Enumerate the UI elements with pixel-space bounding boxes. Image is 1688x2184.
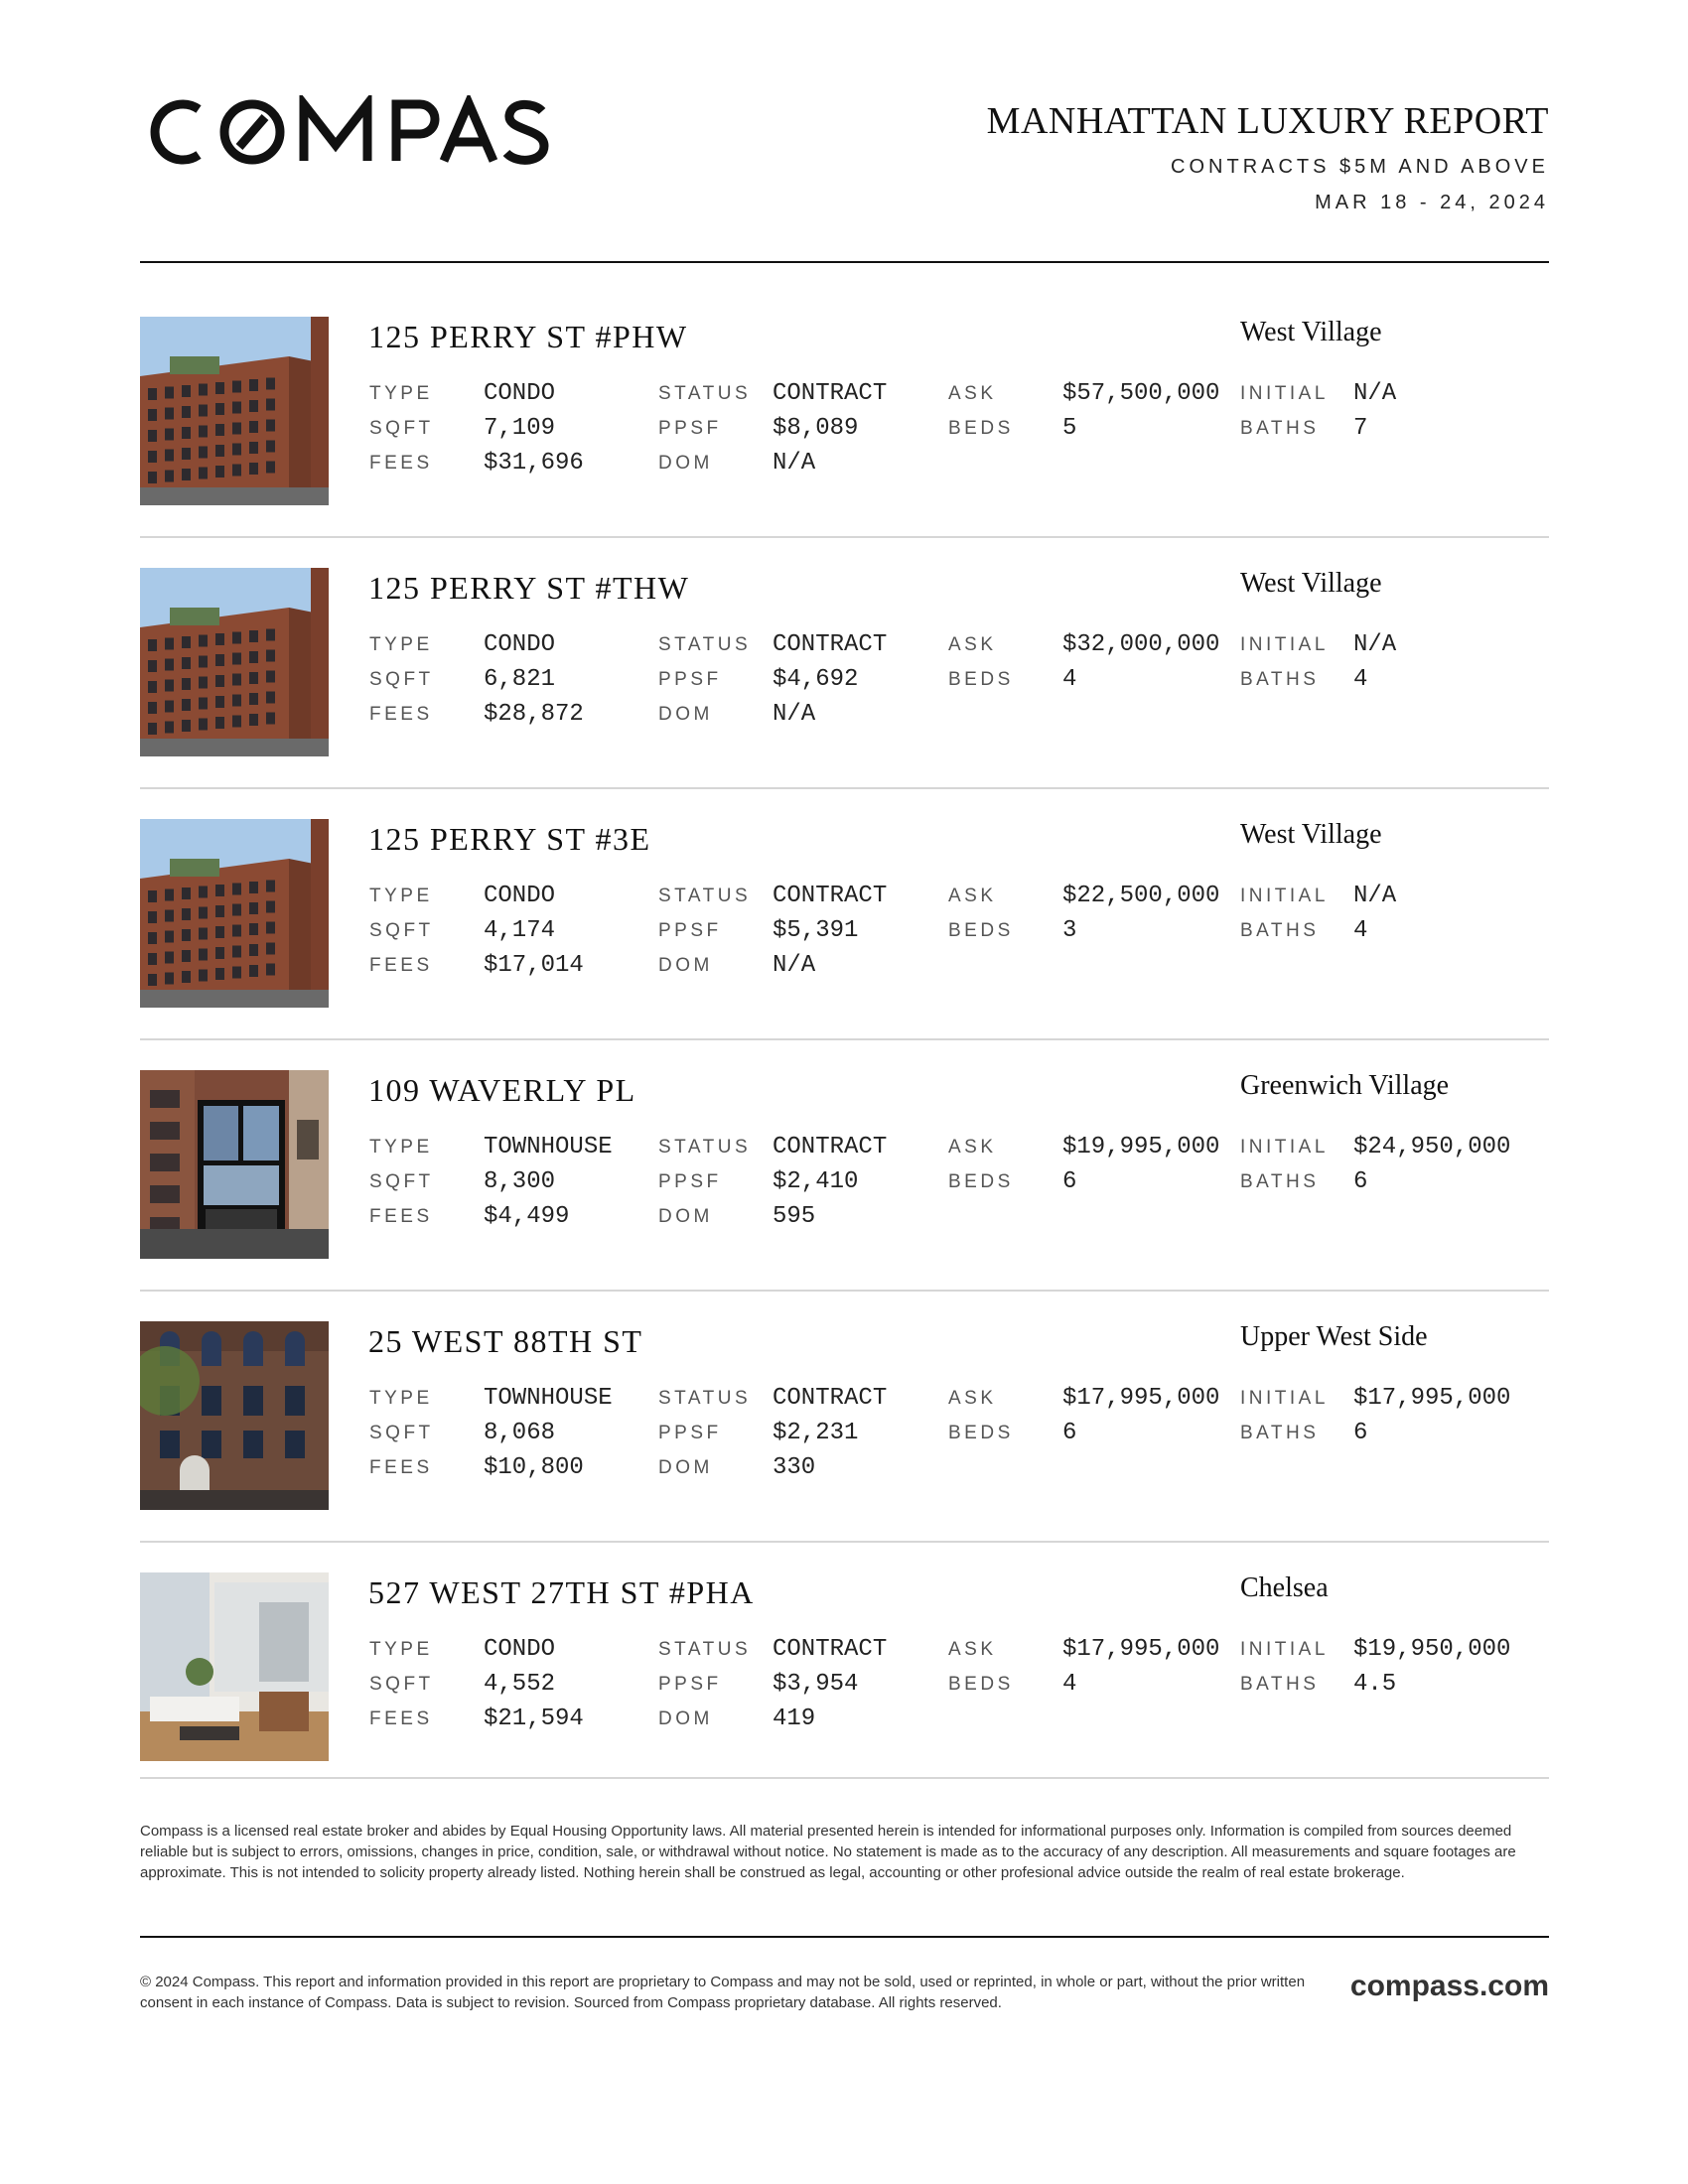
- fees-label: FEES: [369, 1206, 433, 1227]
- ask-value: $17,995,000: [1062, 1636, 1220, 1663]
- status-value: CONTRACT: [773, 1134, 888, 1160]
- ppsf-value: $5,391: [773, 917, 859, 944]
- header-divider: [140, 261, 1549, 263]
- fees-value: $28,872: [484, 701, 584, 728]
- status-value: CONTRACT: [773, 1385, 888, 1412]
- status-value: CONTRACT: [773, 631, 888, 658]
- ask-value: $32,000,000: [1062, 631, 1220, 658]
- beds-value: 5: [1062, 415, 1077, 442]
- listing-address[interactable]: 125 PERRY ST #3E: [368, 821, 651, 857]
- listings-bottom-divider: [140, 1777, 1549, 1779]
- listing-card[interactable]: [140, 1321, 1549, 1512]
- listing-neighborhood: West Village: [1240, 819, 1382, 850]
- listing-photo[interactable]: [140, 317, 329, 505]
- listing-card[interactable]: [140, 317, 1549, 507]
- ppsf-value: $8,089: [773, 415, 859, 442]
- report-date-range: MAR 18 - 24, 2024: [1315, 192, 1549, 213]
- fees-label: FEES: [369, 704, 433, 725]
- listing-divider: [140, 787, 1549, 789]
- compass-logo: [142, 95, 569, 169]
- listing-address[interactable]: 109 WAVERLY PL: [368, 1072, 636, 1108]
- baths-value: 6: [1353, 1168, 1368, 1195]
- initial-value: $19,950,000: [1353, 1636, 1511, 1663]
- initial-value: N/A: [1353, 631, 1397, 658]
- ppsf-value: $2,231: [773, 1420, 859, 1446]
- sqft-value: 4,552: [484, 1671, 556, 1698]
- ask-value: $57,500,000: [1062, 380, 1220, 407]
- type-value: TOWNHOUSE: [484, 1134, 613, 1160]
- beds-value: 6: [1062, 1168, 1077, 1195]
- type-value: CONDO: [484, 380, 556, 407]
- listing-address[interactable]: 125 PERRY ST #PHW: [368, 319, 688, 354]
- initial-label: INITIAL: [1240, 1137, 1329, 1158]
- dom-label: DOM: [658, 955, 713, 976]
- sqft-label: SQFT: [369, 920, 434, 941]
- baths-label: BATHS: [1240, 1171, 1320, 1192]
- sqft-value: 6,821: [484, 666, 556, 693]
- fees-value: $31,696: [484, 450, 584, 477]
- initial-value: $17,995,000: [1353, 1385, 1511, 1412]
- status-value: CONTRACT: [773, 883, 888, 909]
- baths-value: 6: [1353, 1420, 1368, 1446]
- baths-label: BATHS: [1240, 920, 1320, 941]
- listing-neighborhood: West Village: [1240, 568, 1382, 599]
- status-value: CONTRACT: [773, 380, 888, 407]
- initial-label: INITIAL: [1240, 634, 1329, 655]
- fees-label: FEES: [369, 1708, 433, 1729]
- ask-label: ASK: [948, 1388, 997, 1409]
- initial-value: N/A: [1353, 380, 1397, 407]
- sqft-value: 8,300: [484, 1168, 556, 1195]
- ppsf-label: PPSF: [658, 418, 722, 439]
- type-label: TYPE: [369, 383, 433, 404]
- dom-value: 330: [773, 1454, 816, 1481]
- beds-label: BEDS: [948, 418, 1014, 439]
- listing-address[interactable]: 125 PERRY ST #THW: [368, 570, 690, 606]
- listing-photo[interactable]: [140, 568, 329, 756]
- initial-label: INITIAL: [1240, 886, 1329, 906]
- type-label: TYPE: [369, 1639, 433, 1660]
- baths-value: 7: [1353, 415, 1368, 442]
- fees-label: FEES: [369, 955, 433, 976]
- dom-value: N/A: [773, 450, 816, 477]
- status-label: STATUS: [658, 886, 752, 906]
- type-label: TYPE: [369, 1137, 433, 1158]
- beds-label: BEDS: [948, 920, 1014, 941]
- listing-card[interactable]: [140, 819, 1549, 1010]
- ppsf-label: PPSF: [658, 1171, 722, 1192]
- status-label: STATUS: [658, 383, 752, 404]
- beds-value: 4: [1062, 666, 1077, 693]
- fees-value: $4,499: [484, 1203, 570, 1230]
- ask-label: ASK: [948, 383, 997, 404]
- initial-value: N/A: [1353, 883, 1397, 909]
- listing-photo[interactable]: [140, 1321, 329, 1510]
- baths-label: BATHS: [1240, 1423, 1320, 1443]
- fees-value: $10,800: [484, 1454, 584, 1481]
- sqft-label: SQFT: [369, 1423, 434, 1443]
- listing-neighborhood: West Village: [1240, 317, 1382, 347]
- report-title: MANHATTAN LUXURY REPORT: [986, 100, 1549, 142]
- dom-value: 419: [773, 1706, 816, 1732]
- initial-label: INITIAL: [1240, 383, 1329, 404]
- listing-divider: [140, 1541, 1549, 1543]
- ask-label: ASK: [948, 634, 997, 655]
- ask-value: $17,995,000: [1062, 1385, 1220, 1412]
- dom-label: DOM: [658, 1457, 713, 1478]
- ask-value: $19,995,000: [1062, 1134, 1220, 1160]
- footer-divider: [140, 1936, 1549, 1938]
- type-value: CONDO: [484, 1636, 556, 1663]
- listing-address[interactable]: 527 WEST 27TH ST #PHA: [368, 1574, 755, 1610]
- beds-label: BEDS: [948, 1423, 1014, 1443]
- initial-label: INITIAL: [1240, 1639, 1329, 1660]
- beds-label: BEDS: [948, 1674, 1014, 1695]
- type-value: CONDO: [484, 631, 556, 658]
- baths-label: BATHS: [1240, 1674, 1320, 1695]
- sqft-label: SQFT: [369, 1674, 434, 1695]
- listing-card[interactable]: [140, 1070, 1549, 1261]
- listing-neighborhood: Chelsea: [1240, 1572, 1329, 1603]
- listing-divider: [140, 1290, 1549, 1292]
- ppsf-label: PPSF: [658, 1674, 722, 1695]
- dom-value: N/A: [773, 701, 816, 728]
- dom-label: DOM: [658, 1206, 713, 1227]
- baths-value: 4: [1353, 666, 1368, 693]
- dom-label: DOM: [658, 704, 713, 725]
- dom-label: DOM: [658, 1708, 713, 1729]
- status-label: STATUS: [658, 1639, 752, 1660]
- beds-value: 3: [1062, 917, 1077, 944]
- initial-label: INITIAL: [1240, 1388, 1329, 1409]
- ppsf-label: PPSF: [658, 669, 722, 690]
- beds-label: BEDS: [948, 669, 1014, 690]
- fees-value: $17,014: [484, 952, 584, 979]
- ppsf-value: $2,410: [773, 1168, 859, 1195]
- sqft-value: 8,068: [484, 1420, 556, 1446]
- ask-value: $22,500,000: [1062, 883, 1220, 909]
- type-label: TYPE: [369, 1388, 433, 1409]
- baths-value: 4.5: [1353, 1671, 1397, 1698]
- dom-value: 595: [773, 1203, 816, 1230]
- fees-label: FEES: [369, 1457, 433, 1478]
- fees-value: $21,594: [484, 1706, 584, 1732]
- listing-address[interactable]: 25 WEST 88TH ST: [368, 1323, 643, 1359]
- ask-label: ASK: [948, 886, 997, 906]
- dom-value: N/A: [773, 952, 816, 979]
- status-label: STATUS: [658, 1137, 752, 1158]
- ppsf-label: PPSF: [658, 1423, 722, 1443]
- listing-neighborhood: Greenwich Village: [1240, 1070, 1450, 1101]
- sqft-label: SQFT: [369, 1171, 434, 1192]
- sqft-value: 4,174: [484, 917, 556, 944]
- type-value: TOWNHOUSE: [484, 1385, 613, 1412]
- sqft-value: 7,109: [484, 415, 556, 442]
- initial-value: $24,950,000: [1353, 1134, 1511, 1160]
- listing-photo[interactable]: [140, 1572, 329, 1761]
- status-value: CONTRACT: [773, 1636, 888, 1663]
- ask-label: ASK: [948, 1137, 997, 1158]
- beds-label: BEDS: [948, 1171, 1014, 1192]
- ppsf-label: PPSF: [658, 920, 722, 941]
- type-label: TYPE: [369, 634, 433, 655]
- baths-label: BATHS: [1240, 418, 1320, 439]
- ppsf-value: $3,954: [773, 1671, 859, 1698]
- type-label: TYPE: [369, 886, 433, 906]
- status-label: STATUS: [658, 634, 752, 655]
- listing-divider: [140, 536, 1549, 538]
- copyright-text: © 2024 Compass. This report and information provided in this report are proprietary to Compass and may not be sold, used or reprinted, in whole or part, without the prior written consent in each instance of Compass. Data is subject to revision. Sourced from Compass proprietary database. All rights reserved.: [140, 1974, 1306, 2011]
- dom-label: DOM: [658, 453, 713, 474]
- listing-photo[interactable]: [140, 819, 329, 1008]
- status-label: STATUS: [658, 1388, 752, 1409]
- sqft-label: SQFT: [369, 418, 434, 439]
- type-value: CONDO: [484, 883, 556, 909]
- fees-label: FEES: [369, 453, 433, 474]
- svg-text:COMPASS: COMPASS: [142, 95, 147, 96]
- ppsf-value: $4,692: [773, 666, 859, 693]
- baths-label: BATHS: [1240, 669, 1320, 690]
- disclaimer-text: Compass is a licensed real estate broker and abides by Equal Housing Opportunity laws. All material presented herein is intended for informational purposes only. Information is compiled from sources deemed reliable but is subject to errors, omissions, changes in price, condition, sale, or withdrawal without notice. No statement is made as to the accuracy of any description. All measurements and square footages are approximate. This is not intended to solicity property already listed. Nothing herein shall be construed as legal, accounting or other profesional advice outside the realm of real estate brokerage.: [140, 1823, 1516, 1881]
- listing-card[interactable]: [140, 568, 1549, 758]
- listing-neighborhood: Upper West Side: [1240, 1321, 1428, 1352]
- report-subtitle: CONTRACTS $5M AND ABOVE: [1171, 156, 1549, 178]
- ask-label: ASK: [948, 1639, 997, 1660]
- sqft-label: SQFT: [369, 669, 434, 690]
- listing-photo[interactable]: [140, 1070, 329, 1259]
- website-link[interactable]: compass.com: [1349, 1970, 1549, 2002]
- beds-value: 6: [1062, 1420, 1077, 1446]
- listing-divider: [140, 1038, 1549, 1040]
- beds-value: 4: [1062, 1671, 1077, 1698]
- baths-value: 4: [1353, 917, 1368, 944]
- listing-card[interactable]: [140, 1572, 1549, 1763]
